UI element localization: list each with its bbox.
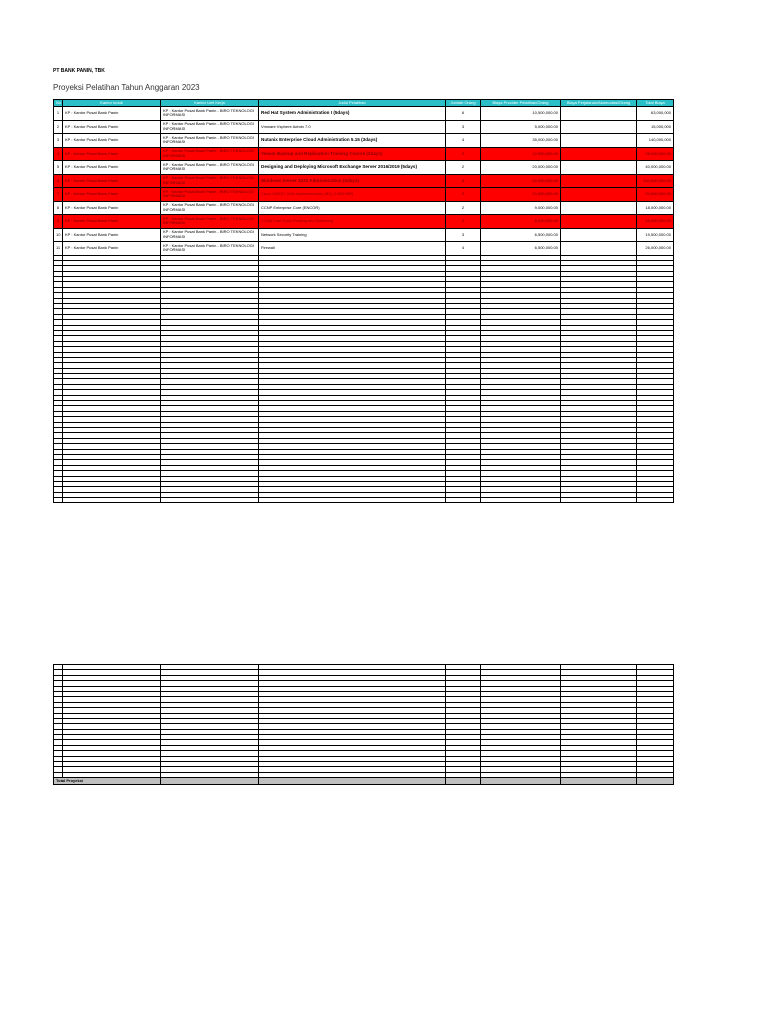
cell-judul: Nutanix Enterprise Cloud Administration 5.15 (3days) [259, 134, 446, 148]
cell-no: 8 [54, 201, 63, 215]
table-row [54, 120, 674, 134]
cell-judul: Vmware Vsphere Admin 7.0 [259, 120, 446, 134]
header-akomodasi: Biaya Perjalanan/Akomodasi/Orang [561, 100, 637, 107]
cell-akomodasi [561, 188, 637, 202]
header-biaya: Biaya Provider Pelatihan/Orang [481, 100, 561, 107]
cell-kantor-induk: KP : Kantor Pusat Bank Panin [63, 201, 161, 215]
table-row [54, 215, 674, 229]
cell-akomodasi [561, 201, 637, 215]
cell-kantor-unit: KP : Kantor Pusat Bank Panin - BIRO TEKNOLOGI INFORMASI [161, 174, 259, 188]
total-cell [259, 778, 446, 785]
cell-jumlah: 2 [446, 188, 481, 202]
header-total: Total Biaya [637, 100, 674, 107]
cell-akomodasi [561, 242, 637, 256]
cell-biaya: 12,500,000.00 [481, 147, 561, 161]
cell-jumlah: 4 [446, 242, 481, 256]
page-title: Proyeksi Pelatihan Tahun Anggaran 2023 [53, 83, 200, 92]
cell-no: 6 [54, 174, 63, 188]
cell-total: 40,000,000.00 [637, 161, 674, 175]
cell-kantor-unit: KP : Kantor Pusat Bank Panin - BIRO TEKNOLOGI INFORMASI [161, 242, 259, 256]
cell-biaya: 10,500,000.00 [481, 107, 561, 121]
cell-kantor-unit: KP : Kantor Pusat Bank Panin - BIRO TEKNOLOGI INFORMASI [161, 147, 259, 161]
table-row [54, 134, 674, 148]
total-row [54, 778, 674, 785]
cell-akomodasi [561, 215, 637, 229]
cell-jumlah: 5 [446, 174, 481, 188]
table-row [54, 174, 674, 188]
empty-cell [63, 498, 161, 503]
cell-kantor-induk: KP : Kantor Pusat Bank Panin [63, 107, 161, 121]
empty-cell [161, 498, 259, 503]
empty-cell [259, 498, 446, 503]
header-judul: Judul Pelatihan [259, 100, 446, 107]
cell-biaya: 6,500,000.00 [481, 228, 561, 242]
cell-kantor-unit: KP : Kantor Pusat Bank Panin - BIRO TEKNOLOGI INFORMASI [161, 134, 259, 148]
cell-kantor-unit: KP : Kantor Pusat Bank Panin - BIRO TEKNOLOGI INFORMASI [161, 188, 259, 202]
cell-no: 7 [54, 188, 63, 202]
cell-akomodasi [561, 228, 637, 242]
cell-no: 4 [54, 147, 63, 161]
cell-total: 140,000,000 [637, 134, 674, 148]
empty-cell [446, 498, 481, 503]
table-row [54, 201, 674, 215]
cell-akomodasi [561, 134, 637, 148]
cell-kantor-induk: KP : Kantor Pusat Bank Panin [63, 134, 161, 148]
cell-kantor-unit: KP : Kantor Pusat Bank Panin - BIRO TEKNOLOGI INFORMASI [161, 120, 259, 134]
cell-judul: Red Hat System Administration I (5days) [259, 107, 446, 121]
total-cell [161, 778, 259, 785]
training-table [53, 99, 674, 503]
header-kantor-unit: Kantor Unit Kerja [161, 100, 259, 107]
cell-no: 9 [54, 215, 63, 229]
cell-jumlah: 4 [446, 134, 481, 148]
cell-kantor-unit: KP : Kantor Pusat Bank Panin - BIRO TEKNOLOGI INFORMASI [161, 161, 259, 175]
cell-total: 100,000,000.00 [637, 174, 674, 188]
cell-kantor-unit: KP : Kantor Pusat Bank Panin - BIRO TEKNOLOGI INFORMASI [161, 107, 259, 121]
cell-kantor-induk: KP : Kantor Pusat Bank Panin [63, 161, 161, 175]
table-row [54, 242, 674, 256]
company-name: PT BANK PANIN, TBK [53, 68, 105, 74]
cell-kantor-induk: KP : Kantor Pusat Bank Panin [63, 147, 161, 161]
cell-kantor-induk: KP : Kantor Pusat Bank Panin [63, 228, 161, 242]
cell-jumlah: 2 [446, 147, 481, 161]
cell-total: 18,000,000.00 [637, 201, 674, 215]
cell-akomodasi [561, 107, 637, 121]
cell-kantor-induk: KP : Kantor Pusat Bank Panin [63, 174, 161, 188]
cell-biaya: 20,000,000.00 [481, 174, 561, 188]
cell-akomodasi [561, 174, 637, 188]
cell-total: 63,000,000 [637, 107, 674, 121]
cell-jumlah: 2 [446, 161, 481, 175]
cell-judul: CCNA Fast Track Routing and Switching [259, 215, 446, 229]
cell-jumlah: 6 [446, 107, 481, 121]
total-cell [446, 778, 481, 785]
total-cell [637, 778, 674, 785]
cell-biaya: 5,000,000.00 [481, 120, 561, 134]
cell-judul: Network Security Training [259, 228, 446, 242]
table-row [54, 147, 674, 161]
empty-cell [54, 498, 63, 503]
cell-judul: Veeam Backup and Replication Training Course (2days) [259, 147, 446, 161]
cell-jumlah: 2 [446, 201, 481, 215]
empty-row [54, 498, 674, 503]
cell-judul: Firewall [259, 242, 446, 256]
cell-total: 25,000,000.00 [637, 147, 674, 161]
total-cell [481, 778, 561, 785]
table-row [54, 188, 674, 202]
header-no: No [54, 100, 63, 107]
header-kantor-induk: Kantor Induk [63, 100, 161, 107]
cell-kantor-unit: KP : Kantor Pusat Bank Panin - BIRO TEKNOLOGI INFORMASI [161, 228, 259, 242]
cell-akomodasi [561, 120, 637, 134]
total-cell [561, 778, 637, 785]
empty-cell [561, 498, 637, 503]
cell-akomodasi [561, 161, 637, 175]
table-header-row [54, 100, 674, 107]
cell-kantor-induk: KP : Kantor Pusat Bank Panin [63, 215, 161, 229]
total-label: Total Proyeksi [54, 778, 161, 785]
cell-judul: Windows Server 2022 Administration (5days) [259, 174, 446, 188]
cell-total: 19,500,000.00 [637, 228, 674, 242]
cell-kantor-unit: KP : Kantor Pusat Bank Panin - BIRO TEKNOLOGI INFORMASI [161, 215, 259, 229]
cell-biaya: 10,000,000.00 [481, 188, 561, 202]
table-row [54, 228, 674, 242]
cell-no: 11 [54, 242, 63, 256]
cell-total: 15,000,000 [637, 120, 674, 134]
header-jumlah: Jumlah Orang [446, 100, 481, 107]
cell-akomodasi [561, 147, 637, 161]
cell-jumlah: 3 [446, 120, 481, 134]
cell-kantor-induk: KP : Kantor Pusat Bank Panin [63, 188, 161, 202]
cell-no: 10 [54, 228, 63, 242]
cell-kantor-induk: KP : Kantor Pusat Bank Panin [63, 120, 161, 134]
cell-total: 20,000,000.00 [637, 188, 674, 202]
cell-kantor-induk: KP : Kantor Pusat Bank Panin [63, 242, 161, 256]
empty-cell [481, 498, 561, 503]
cell-judul: Cisco CMTA? SAN Implementation (BV) (CSDPMR) [259, 188, 446, 202]
cell-kantor-unit: KP : Kantor Pusat Bank Panin - BIRO TEKNOLOGI INFORMASI [161, 201, 259, 215]
table-row [54, 161, 674, 175]
cell-biaya: 35,000,000.00 [481, 134, 561, 148]
summary-table [53, 664, 674, 785]
cell-biaya: 9,000,000.00 [481, 201, 561, 215]
empty-cell [637, 498, 674, 503]
cell-no: 2 [54, 120, 63, 134]
cell-judul: Designing and Deploying Microsoft Exchange Server 2016/2019 (5days) [259, 161, 446, 175]
cell-jumlah: 2 [446, 215, 481, 229]
cell-jumlah: 3 [446, 228, 481, 242]
cell-judul: CCNP Enterprise Core (ENCOR) [259, 201, 446, 215]
cell-no: 5 [54, 161, 63, 175]
cell-biaya: 8,000,000.00 [481, 215, 561, 229]
cell-no: 3 [54, 134, 63, 148]
cell-biaya: 6,500,000.00 [481, 242, 561, 256]
cell-total: 16,000,000.00 [637, 215, 674, 229]
cell-total: 26,000,000.00 [637, 242, 674, 256]
table-row [54, 107, 674, 121]
cell-no: 1 [54, 107, 63, 121]
cell-biaya: 20,000,000.00 [481, 161, 561, 175]
